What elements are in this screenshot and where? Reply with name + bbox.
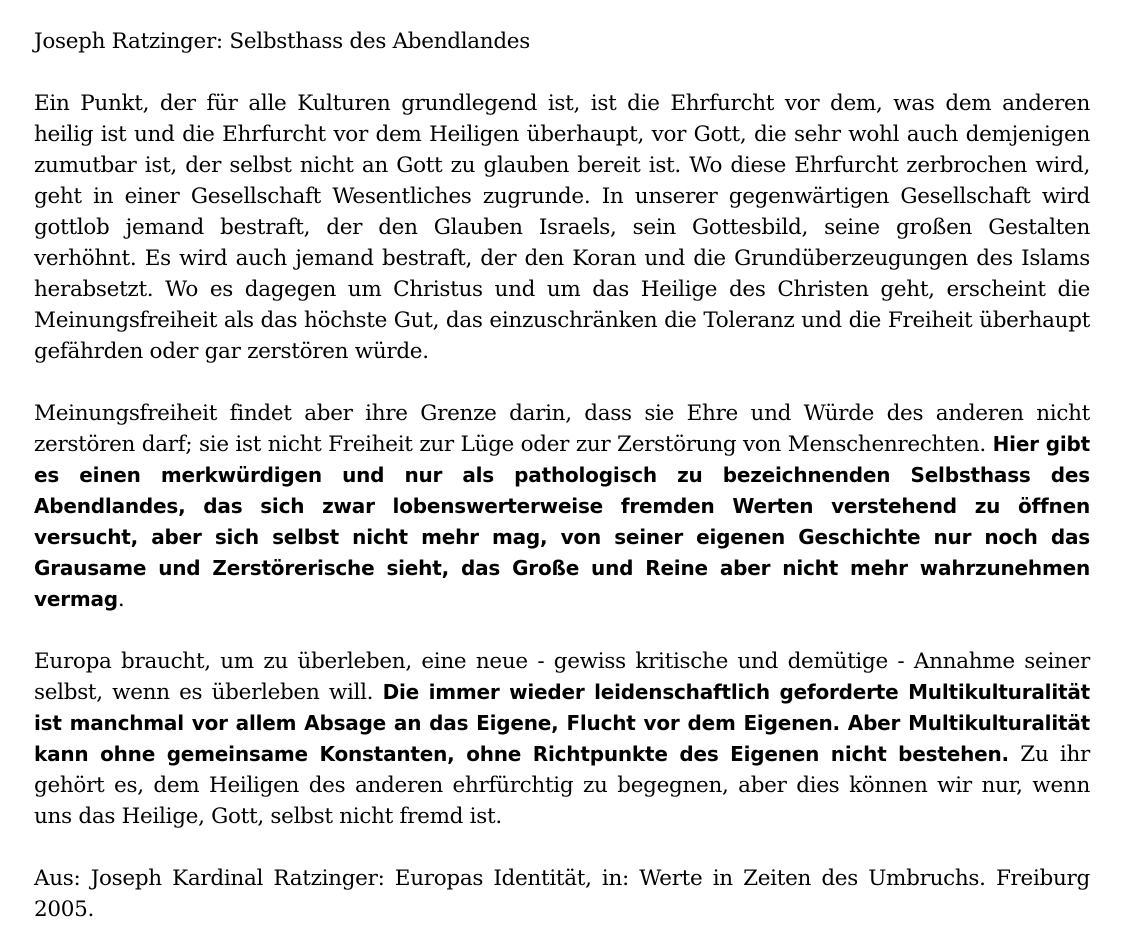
paragraph-3-text: Europa braucht, um zu überleben, eine neue - gewiss kritische und demütige - Annahme seiner selbst, wenn es überleben will. xyxy=(34,649,1090,705)
document-page xyxy=(34,26,1090,925)
paragraph-3-bold-text: Die immer wieder leidenschaftlich geforderte Multikulturalität ist manchmal vor allem Absage an das Eigene, Flucht vor dem Eigenen. Aber Multikulturalität kann ohne gemeinsame Konstanten, ohne Richtpunkte des Eigenen nicht bestehen. xyxy=(34,680,1090,766)
paragraph-2-end: . xyxy=(117,587,125,612)
paragraph-2-text: Meinungsfreiheit findet aber ihre Grenze darin, dass sie Ehre und Würde des anderen nicht zerstören darf; sie ist nicht Freiheit zur Lüge oder zur Zerstörung von Menschenrechten. xyxy=(34,401,1090,457)
paragraph-3 xyxy=(34,646,1090,832)
paragraph-2 xyxy=(34,398,1090,615)
source-citation: Aus: Joseph Kardinal Ratzinger: Europas Identität, in: Werte in Zeiten des Umbruchs. Freiburg 2005. xyxy=(34,866,1090,922)
paragraph-3-end: Zu ihr gehört es, dem Heiligen des anderen ehrfürchtig zu begegnen, aber dies können wir nur, wenn uns das Heilige, Gott, selbst nicht fremd ist. xyxy=(34,742,1090,829)
paragraph-1: Ein Punkt, der für alle Kulturen grundlegend ist, ist die Ehrfurcht vor dem, was dem anderen heilig ist und die Ehrfurcht vor dem Heiligen überhaupt, vor Gott, die sehr wohl auch demjenigen zumutbar ist, der selbst nicht an Gott zu glauben bereit ist. Wo diese Ehrfurcht zerbrochen wird, geht in einer Gesellschaft Wesentliches zugrunde. In unserer gegenwärtigen Gesellschaft wird gottlob jemand bestraft, der den Glauben Israels, sein Gottesbild, seine großen Gestalten verhöhnt. Es wird auch jemand bestraft, der den Koran und die Grundüberzeugungen des Islams herabsetzt. Wo es dagegen um Christus und um das Heilige des Christen geht, erscheint die Meinungsfreiheit als das höchste Gut, das einzuschränken die Toleranz und die Freiheit überhaupt gefährden oder gar zerstören würde. xyxy=(34,91,1090,364)
document-title: Joseph Ratzinger: Selbsthass des Abendlandes xyxy=(34,29,530,54)
paragraph-2-bold-text: Hier gibt es einen merkwürdigen und nur als pathologisch zu bezeichnenden Selbsthass des Abendlandes, das sich zwar lobenswerterweise fremden Werten verstehend zu öffnen versucht, aber sich selbst nicht mehr mag, von seiner eigenen Geschichte nur noch das Grausame und Zerstörerische sieht, das Große und Reine aber nicht mehr wahrzunehmen vermag xyxy=(34,432,1090,611)
